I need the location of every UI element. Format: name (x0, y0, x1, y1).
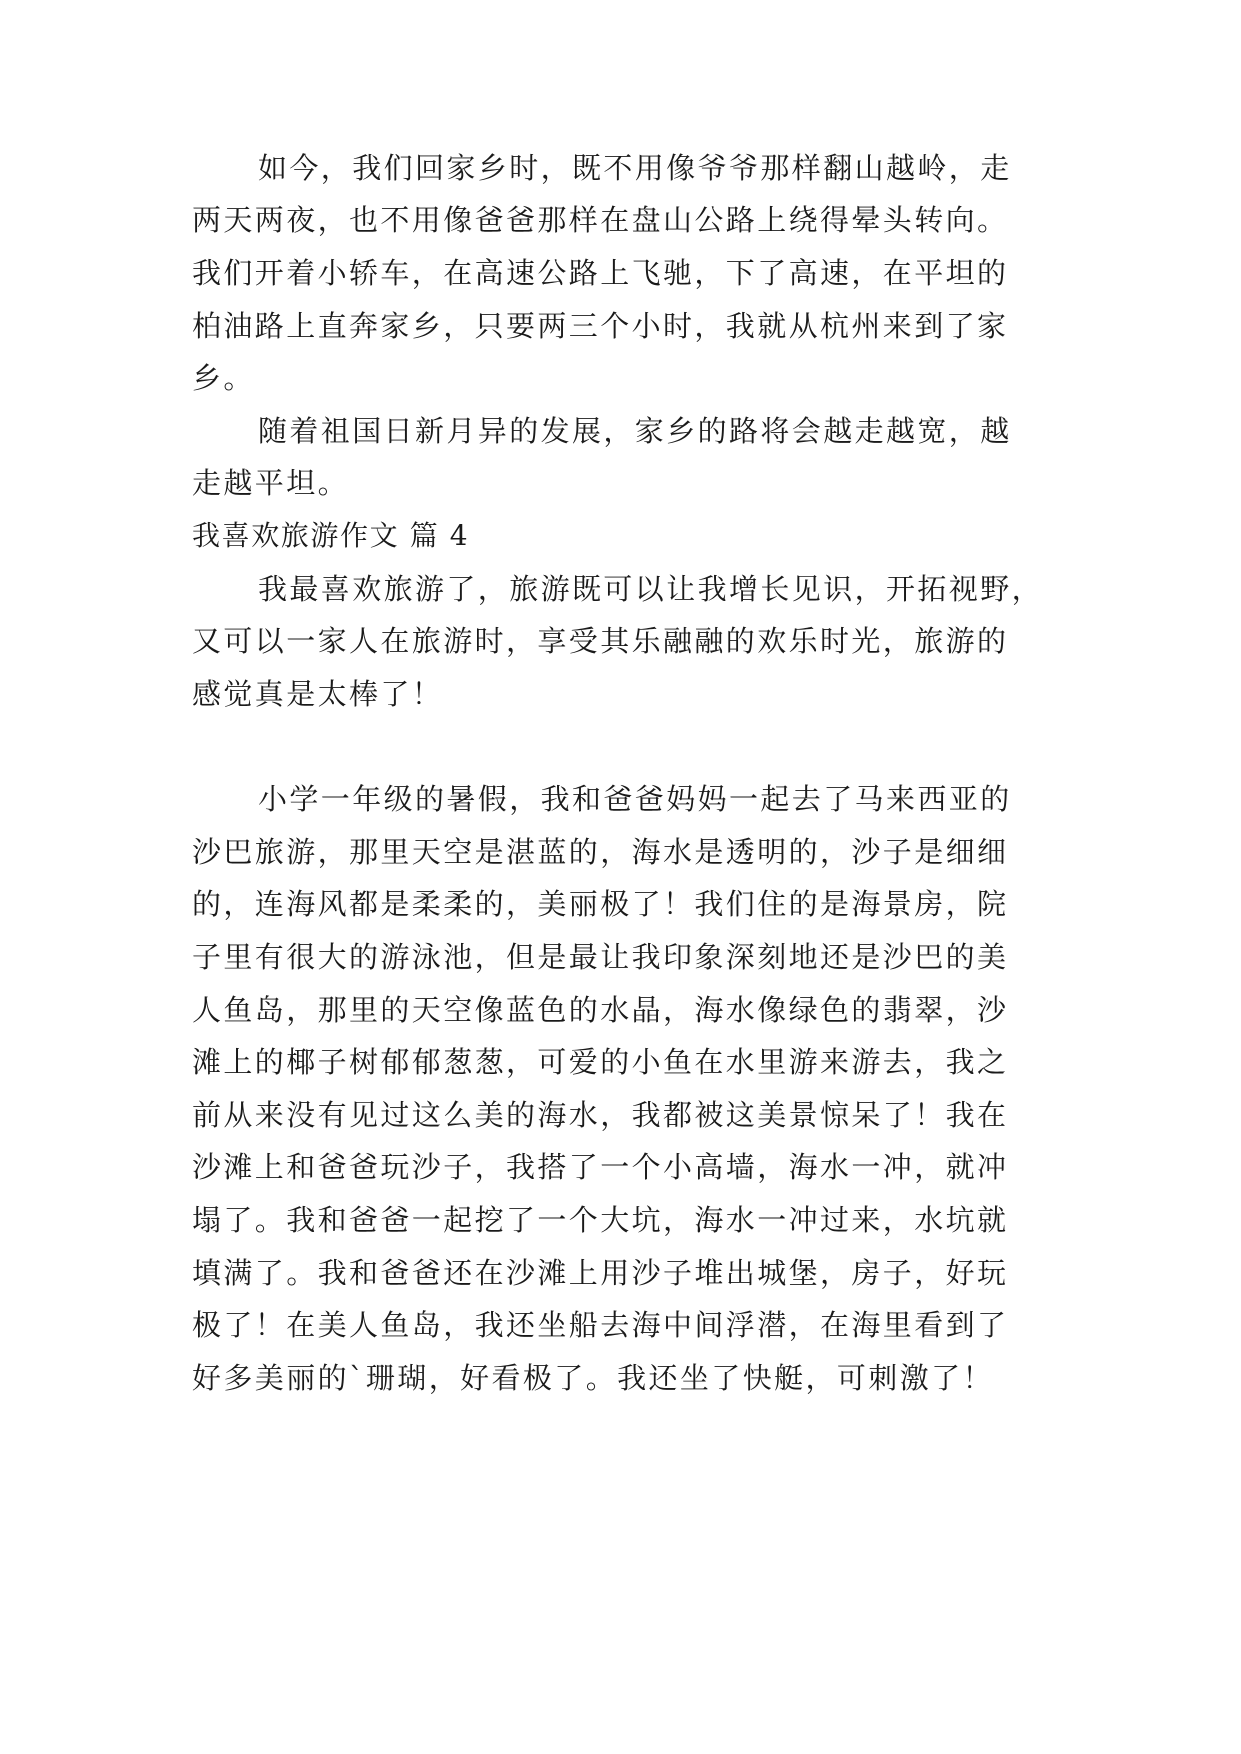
paragraph-line: 的，连海风都是柔柔的，美丽极了！我们住的是海景房，院 (192, 887, 1009, 921)
paragraph-line: 又可以一家人在旅游时，享受其乐融融的欢乐时光，旅游的 (192, 624, 1009, 658)
paragraph-line: 极了！在美人鱼岛，我还坐船去海中间浮潜，在海里看到了 (192, 1308, 1009, 1342)
paragraph-line: 我们开着小轿车，在高速公路上飞驰，下了高速，在平坦的 (192, 256, 1009, 290)
paragraph-line: 如今，我们回家乡时，既不用像爷爷那样翻山越岭，走 (258, 151, 1012, 185)
paragraph-line: 小学一年级的暑假，我和爸爸妈妈一起去了马来西亚的 (258, 782, 1012, 816)
paragraph-line: 填满了。我和爸爸还在沙滩上用沙子堆出城堡，房子，好玩 (192, 1256, 1009, 1290)
paragraph-line: 感觉真是太棒了！ (192, 677, 444, 711)
paragraph-line: 塌了。我和爸爸一起挖了一个大坑，海水一冲过来，水坑就 (192, 1203, 1009, 1237)
paragraph-line: 沙巴旅游，那里天空是湛蓝的，海水是透明的，沙子是细细 (192, 835, 1009, 869)
paragraph-line: 我最喜欢旅游了，旅游既可以让我增长见识，开拓视野， (258, 572, 1044, 606)
paragraph-line: 人鱼岛，那里的天空像蓝色的水晶，海水像绿色的翡翠，沙 (192, 993, 1009, 1027)
paragraph-line: 乡。 (192, 361, 255, 395)
paragraph-line: 柏油路上直奔家乡，只要两三个小时，我就从杭州来到了家 (192, 309, 1009, 343)
paragraph-line: 前从来没有见过这么美的海水，我都被这美景惊呆了！我在 (192, 1098, 1009, 1132)
paragraph-line: 两天两夜，也不用像爸爸那样在盘山公路上绕得晕头转向。 (192, 203, 1009, 237)
paragraph-line: 沙滩上和爸爸玩沙子，我搭了一个小高墙，海水一冲，就冲 (192, 1150, 1009, 1184)
paragraph-line: 滩上的椰子树郁郁葱葱，可爱的小鱼在水里游来游去，我之 (192, 1045, 1009, 1079)
section-heading: 我喜欢旅游作文 篇 4 (192, 519, 470, 552)
paragraph-line: 好多美丽的`珊瑚，好看极了。我还坐了快艇，可刺激了！ (192, 1361, 994, 1395)
paragraph-line: 走越平坦。 (192, 466, 350, 500)
paragraph-line: 随着祖国日新月异的发展，家乡的路将会越走越宽，越 (258, 414, 1012, 448)
paragraph-line: 子里有很大的游泳池，但是最让我印象深刻地还是沙巴的美 (192, 940, 1009, 974)
